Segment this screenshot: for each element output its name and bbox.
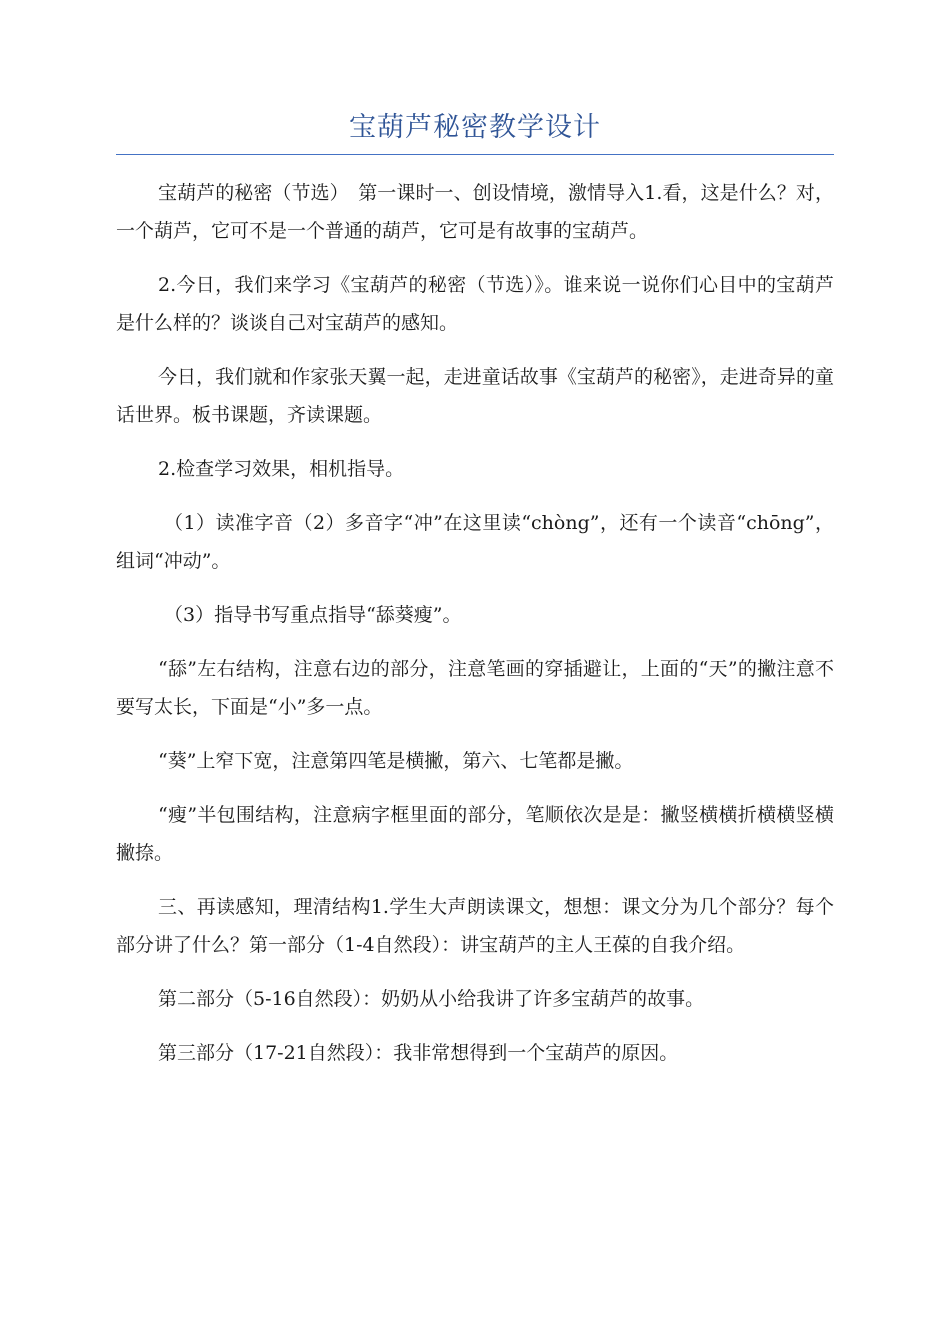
paragraph-writing: （3）指导书写重点指导“舔葵瘦”。	[164, 604, 462, 626]
paragraph-char-shou: “瘦”半包围结构，注意病字框里面的部分，笔顺依次是是：撇竖横横折横横竖横撇捺。	[116, 804, 834, 864]
paragraph-pronunciation: （1）读准字音（2）多音字“冲”在这里读“chòng”，还有一个读音“chōng”，组词“冲动”。	[116, 512, 834, 572]
paragraph-char-tian: “舔”左右结构，注意右边的部分，注意笔画的穿插避让，上面的“天”的撇注意不要写太长，下面是“小”多一点。	[116, 658, 834, 718]
paragraph-check: 2.检查学习效果，相机指导。	[158, 458, 405, 480]
paragraph-author: 今日，我们就和作家张天翼一起，走进童话故事《宝葫芦的秘密》，走进奇异的童话世界。板书课题，齐读课题。	[116, 366, 834, 426]
paragraph-char-kui: “葵”上窄下宽，注意第四笔是横撇，第六、七笔都是撇。	[158, 750, 634, 772]
paragraph-part-three: 第三部分（17-21自然段）：我非常想得到一个宝葫芦的原因。	[158, 1042, 679, 1064]
paragraph-intro: 宝葫芦的秘密（节选） 第一课时一、创设情境，激情导入1.看，这是什么？对，一个葫芦，它可不是一个普通的葫芦，它可是有故事的宝葫芦。	[116, 182, 834, 242]
document-title: 宝葫芦秘密教学设计	[349, 112, 601, 143]
paragraph-structure: 三、再读感知，理清结构1.学生大声朗读课文，想想：课文分为几个部分？每个部分讲了什么？第一部分（1-4自然段）：讲宝葫芦的主人王葆的自我介绍。	[116, 896, 834, 956]
document-body	[116, 174, 834, 1088]
paragraph-part-two: 第二部分（5-16自然段）：奶奶从小给我讲了许多宝葫芦的故事。	[158, 988, 705, 1010]
title-underline	[116, 154, 834, 155]
paragraph-step-2: 2.今日，我们来学习《宝葫芦的秘密（节选）》。谁来说一说你们心目中的宝葫芦是什么样的？谈谈自己对宝葫芦的感知。	[116, 274, 834, 334]
